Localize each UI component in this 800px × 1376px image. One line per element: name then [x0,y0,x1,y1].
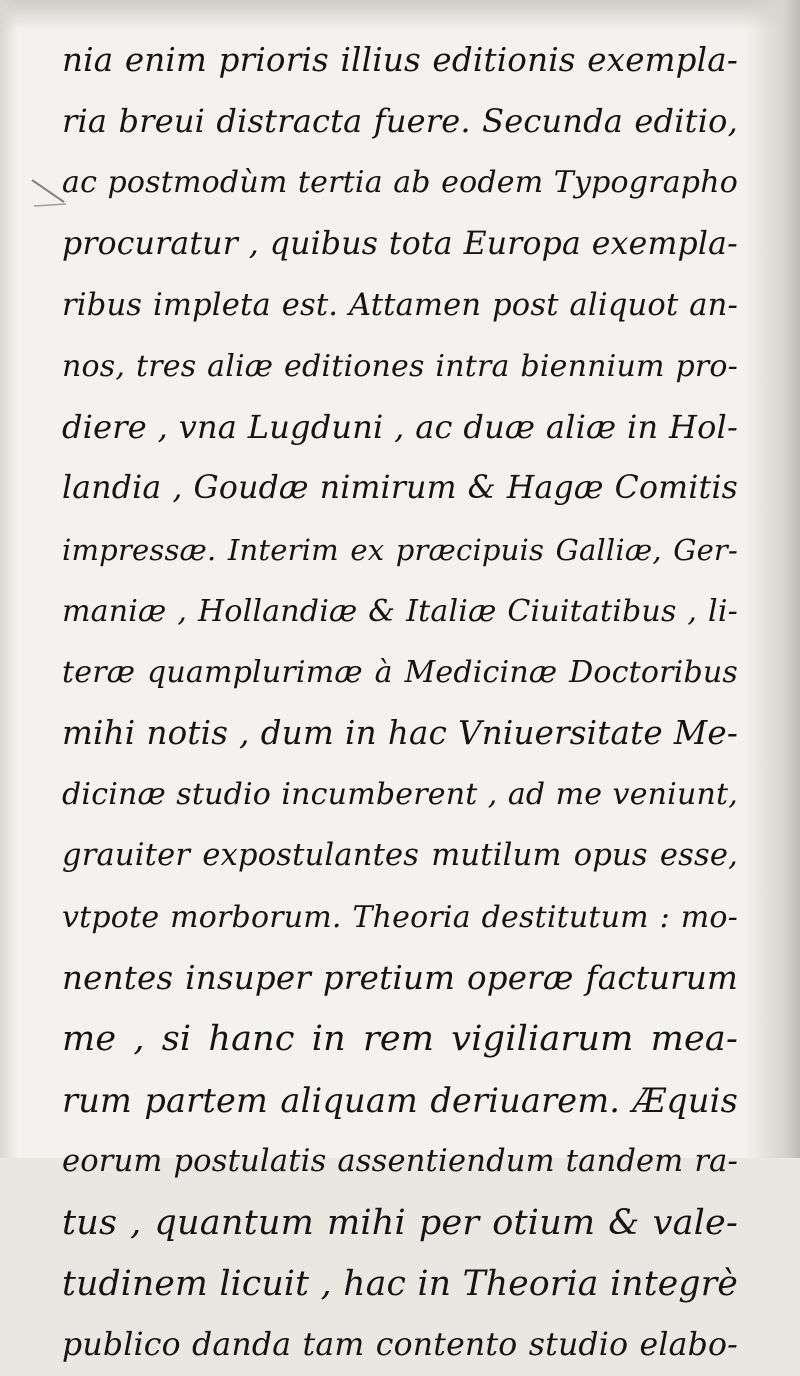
text-line: impressæ. Interim ex præcipuis Galliæ, Ger- [62,532,738,567]
text-line: publico danda tam contento studio elabo- [62,1326,738,1363]
text-line: ribus impleta est. Attamen post aliquot an- [62,287,738,323]
text-line: dicinæ studio incumberent , ad me veniunt, [62,777,738,813]
text-line: eorum postulatis assentiendum tandem ra- [62,1144,738,1180]
text-line: vtpote morborum. Theoria destitutum : mo- [62,899,738,935]
text-line: teræ quamplurimæ à Medicinæ Doctoribus [62,654,738,690]
latin-text-block [62,30,742,1376]
page-left-shadow [0,0,18,1158]
text-line: nentes insuper pretium operæ facturum [62,958,738,997]
text-line: tus , quantum mihi per otium & vale- [62,1202,738,1243]
text-line: grauiter expostulantes mutilum opus esse, [62,838,738,874]
text-line: ac postmodùm tertia ab eodem Typographo [62,165,738,201]
text-line: tudinem licuit , hac in Theoria integrè [62,1263,738,1304]
text-line: rum partem aliquam deriuarem. Æquis [62,1081,738,1121]
text-line: procuratur , quibus tota Europa exempla- [62,225,738,262]
text-line: mihi notis , dum in hac Vniuersitate Me- [62,714,738,753]
text-line: ria breui distracta fuere. Secunda editio, [62,102,738,141]
page-gutter-shadow [744,0,800,1158]
page-top-shadow [0,0,800,30]
text-line: maniæ , Hollandiæ & Italiæ Ciuitatibus , li- [62,593,738,629]
text-line: nia enim prioris illius editionis exempla- [62,41,738,79]
text-line: diere , vna Lugduni , ac duæ aliæ in Hol- [62,408,738,447]
text-line: me , si hanc in rem vigiliarum mea- [62,1019,738,1059]
text-line: nos, tres aliæ editiones intra biennium pro- [62,348,738,384]
text-line: landia , Goudæ nimirum & Hagæ Comitis [62,470,738,507]
